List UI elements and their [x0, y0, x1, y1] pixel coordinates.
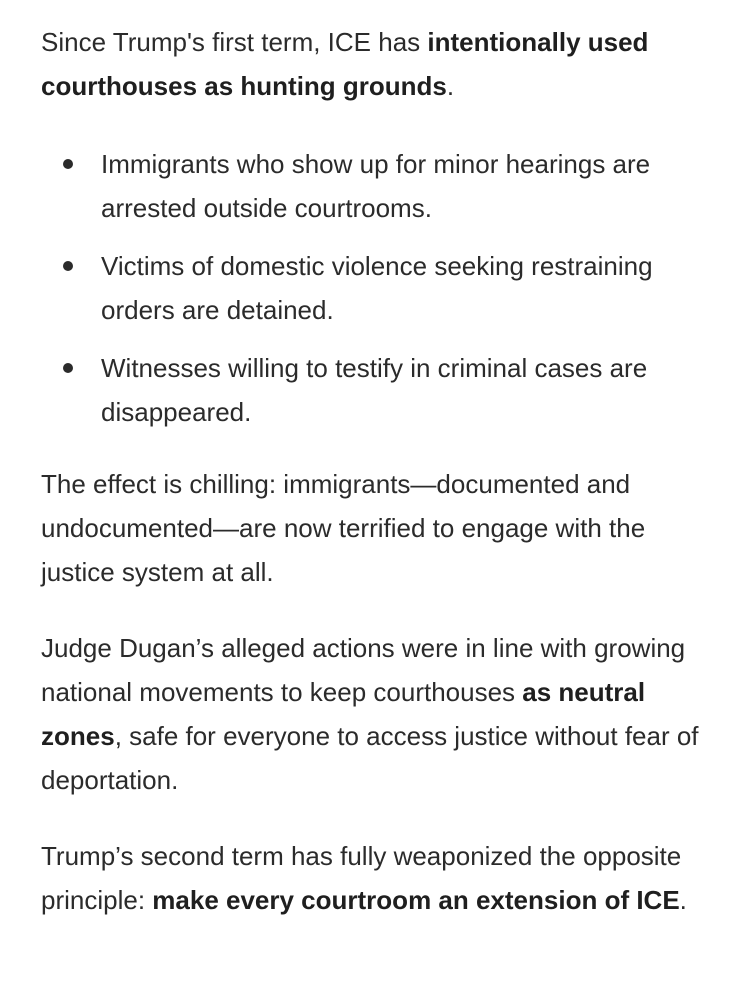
intro-bold-text: intentionally used courthouses as hunting grounds [41, 27, 649, 101]
bullet-dot-icon [63, 159, 73, 169]
list-item [41, 142, 711, 230]
list-item [41, 346, 711, 434]
bullet-list [41, 142, 711, 434]
article-body [41, 20, 711, 954]
intro-paragraph [41, 20, 711, 108]
list-item-text: Witnesses willing to testify in criminal cases are disappeared. [101, 353, 648, 427]
list-item-text: Immigrants who show up for minor hearings are arrested outside courtrooms. [101, 149, 651, 223]
list-item-text: Victims of domestic violence seeking restraining orders are detained. [101, 251, 653, 325]
dugan-paragraph [41, 626, 711, 802]
second-term-text: Trump’s second term has fully weaponized the opposite principle: [41, 841, 682, 915]
dugan-bold-text: as neutral zones [41, 677, 646, 751]
list-item [41, 244, 711, 332]
second-term-bold-text: make every courtroom an extension of ICE [152, 885, 680, 915]
bullet-dot-icon [63, 363, 73, 373]
second-term-paragraph [41, 834, 711, 922]
dugan-text: Judge Dugan’s alleged actions were in line with growing national movements to keep courthouses [41, 633, 686, 707]
dugan-text-end: , safe for everyone to access justice without fear of deportation. [41, 721, 699, 795]
second-term-text-end: . [679, 885, 687, 915]
bullet-dot-icon [63, 261, 73, 271]
intro-text: Since Trump's first term, ICE has [41, 27, 428, 57]
intro-text-end: . [446, 71, 455, 101]
effect-paragraph: The effect is chilling: immigrants—documented and undocumented—are now terrified to engage with the justice system at all. [41, 469, 646, 587]
